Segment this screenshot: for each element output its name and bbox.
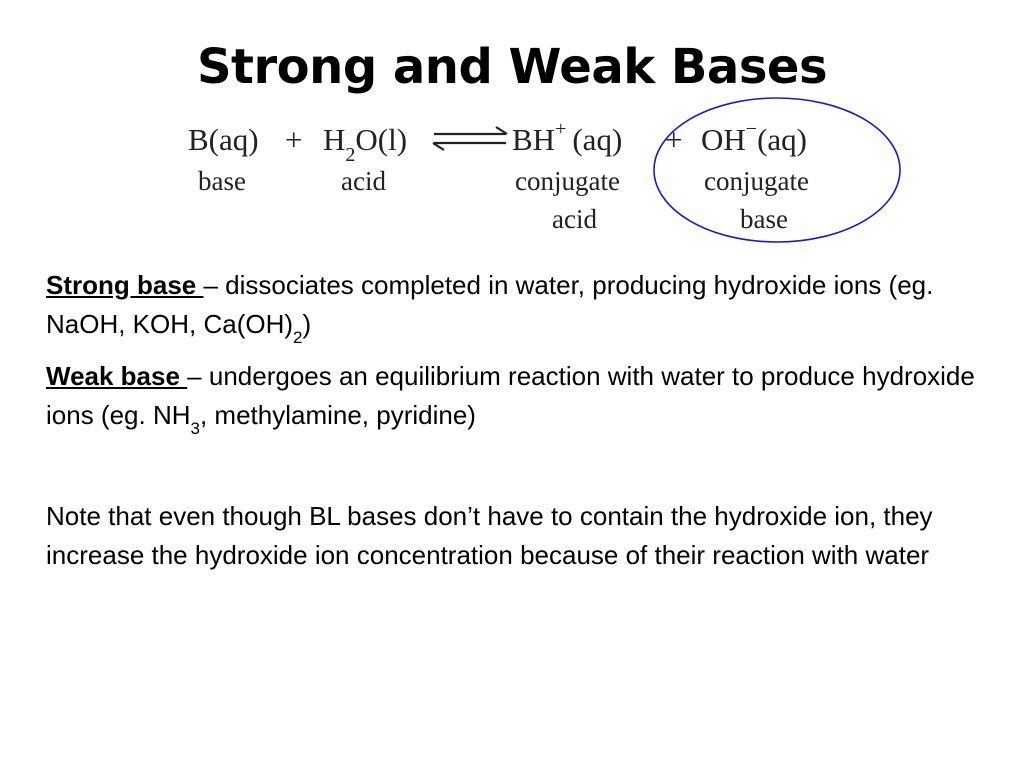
plus-sign: + — [665, 122, 683, 157]
weak-base-paragraph: Weak base – undergoes an equilibrium reaction with water to produce hydroxide ions (eg. $NH_3$, methylamine, pyridine) — [46, 361, 975, 439]
note-paragraph: Note that even though BL bases don’t have to contain the hydroxide ion, they increase the hydroxide ion concentration because of their reaction with water — [46, 501, 933, 570]
reactant-base: B(aq) — [188, 122, 259, 157]
plus-sign: + — [285, 122, 303, 157]
strong-base-term: Strong base — [46, 270, 204, 300]
conjugate-base-highlight-circle — [652, 96, 902, 244]
label-acid: acid — [341, 166, 386, 196]
weak-base-term: Weak base — [46, 361, 188, 391]
label-conjugate-base-line1: conjugate — [704, 166, 809, 196]
reactant-water: $H_2O(l)$ — [323, 122, 408, 167]
strong-base-paragraph: Strong base – dissociates completed in water, producing hydroxide ions (eg. NaOH, KOH, $Ca(OH)_2$) — [46, 270, 934, 348]
label-conjugate-acid-line2: acid — [552, 204, 597, 234]
label-conjugate-acid-line1: conjugate — [515, 166, 620, 196]
product-conjugate-acid: BH+ (aq) — [512, 117, 623, 157]
equilibrium-arrows-icon — [430, 126, 510, 152]
slide-title: Strong and Weak Bases — [196, 39, 828, 95]
product-hydroxide: OH−(aq) — [701, 117, 807, 157]
label-conjugate-base-line2: base — [740, 204, 788, 234]
label-base: base — [198, 166, 246, 196]
